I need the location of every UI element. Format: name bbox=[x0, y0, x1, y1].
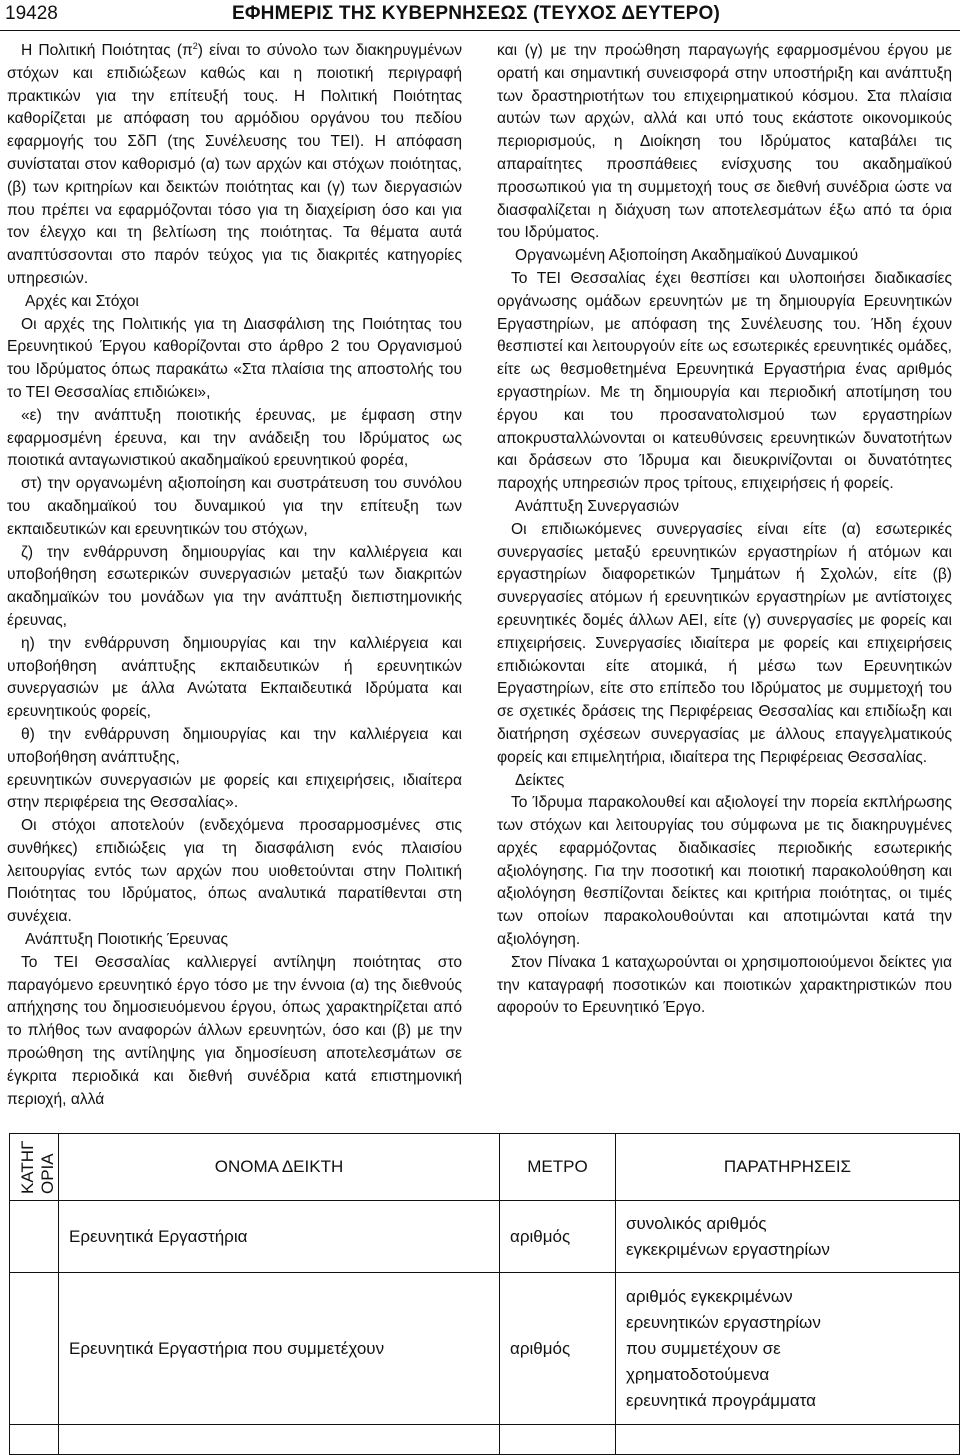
superscript: 2 bbox=[192, 40, 198, 51]
remarks-line: εγκεκριμένων εργαστηρίων bbox=[626, 1239, 830, 1259]
remarks-line: ερευνητικών εργαστηρίων bbox=[626, 1312, 821, 1332]
page-number: 19428 bbox=[5, 3, 58, 24]
right-column bbox=[497, 40, 952, 1020]
table-header-row bbox=[10, 1134, 960, 1201]
metric-cell: αριθμός bbox=[500, 1273, 616, 1425]
paragraph: και (γ) με την προώθηση παραγωγής εφαρμοσμένου έργου με ορατή και σημαντική συνεισφορά στην υποστήριξη και ανάπτυξη των δραστηριοτήτων του επιχειρηματικού κόσμου. Στα πλαίσια αυτών των αρχών, αλλά και υπό τους εκάστοτε οικονομικούς περιορισμούς, η Διοίκηση του Ιδρύματος καταβάλει τις απαραίτητες προσπάθειες ενίσχυσης του ακαδημαϊκού προσωπικού για τη συμμετοχή τους σε διεθνή συνέδρια ώστε να διασφαλίζεται η διάχυση των αποτελεσμάτων έξω από τα όρια του Ιδρύματος. bbox=[497, 42, 952, 242]
paragraph-quality-policy bbox=[7, 40, 462, 291]
header-rule bbox=[0, 30, 960, 31]
remarks-cell bbox=[616, 1201, 960, 1273]
category-cell bbox=[10, 1201, 59, 1273]
heading-principles: Αρχές και Στόχοι bbox=[25, 292, 139, 310]
table-row bbox=[10, 1201, 960, 1273]
heading-organized-utilization: Οργανωμένη Αξιοποίηση Ακαδημαϊκού Δυναμικού bbox=[515, 247, 859, 265]
category-header-line-2: ΟΡΙΑ bbox=[38, 1153, 57, 1194]
category-cell bbox=[10, 1425, 59, 1455]
category-header bbox=[10, 1134, 59, 1201]
remarks-cell bbox=[616, 1425, 960, 1455]
paragraph: ερευνητικών συνεργασιών με φορείς και επιχειρήσεις, ιδιαίτερα στην περιφέρεια της Θεσσαλίας». bbox=[7, 771, 462, 812]
indicator-name-header: ΟΝΟΜΑ ΔΕΙΚΤΗ bbox=[59, 1134, 500, 1201]
remarks-line: συνολικός αριθμός bbox=[626, 1213, 767, 1233]
paragraph: ζ) την ενθάρρυνση δημιουργίας και την καλλιέργεια και υποβοήθηση εσωτερικών συνεργασιών μεταξύ των διακριτών ακαδημαϊκών του μονάδων για την ανάπτυξη διεπιστημονικής έρευνας, bbox=[7, 543, 462, 629]
metric-cell bbox=[500, 1425, 616, 1455]
paragraph: Το ΤΕΙ Θεσσαλίας καλλιεργεί αντίληψη ποιότητας στο παραγόμενο ερευνητικό έργο τόσο με την έννοια (α) της διεθνούς απήχησης του δημοσιευόμενου έργου, όπως χαρακτηρίζεται από το πλήθος των αναφορών άλλων ερευνητών, όσο και (β) με την προώθηση της αντίληψης για δημοσίευση αποτελεσμάτων σε έγκριτα περιοδικά και διεθνή συνέδρια κατά επιστημονική περιοχή, αλλά bbox=[7, 953, 462, 1108]
gazette-title: ΕΦΗΜΕΡΙΣ ΤΗΣ ΚΥΒΕΡΝΗΣΕΩΣ (ΤΕΥΧΟΣ ΔΕΥΤΕΡΟ) bbox=[232, 3, 720, 24]
remarks-line: χρηματοδοτούμενα bbox=[626, 1364, 770, 1384]
paragraph: στ) την οργανωμένη αξιοποίηση και συστράτευση του συνόλου του ακαδημαϊκού του δυναμικού για την επίτευξη των εκπαιδευτικών και ερευνητικών του στόχων, bbox=[7, 475, 462, 538]
remarks-line: ερευνητικά προγράμματα bbox=[626, 1390, 816, 1410]
heading-indicators: Δείκτες bbox=[515, 771, 565, 789]
indicators-table bbox=[9, 1133, 960, 1455]
heading-collaborations: Ανάπτυξη Συνεργασιών bbox=[515, 497, 680, 515]
paragraph: Το ΤΕΙ Θεσσαλίας έχει θεσπίσει και υλοποιήσει διαδικασίες οργάνωσης ομάδων ερευνητών με τη δημιουργία Ερευνητικών Εργαστηρίων, με απόφαση της Συνέλευσης του. Ήδη έχουν θεσπιστεί και λειτουργούν είτε ως εσωτερικές ερευνητικές ομάδες, είτε ως θεσμοθετημένα Ερευνητικά Εργαστήρια ένας αριθμός εργαστηρίων. Με τη δημιουργία και περιοδική αποτίμηση του έργου και του προσανατολισμού των εργαστηρίων αποκρυσταλλώνονται οι κατευθύνσεις ερευνητικών δυνατοτήτων και δράσεων στο Ίδρυμα και διευκρινίζονται οι δυνατότητες παροχής υπηρεσιών προς τρίτους, επιχειρήσεις ή φορείς. bbox=[497, 269, 952, 493]
paragraph: Οι επιδιωκόμενες συνεργασίες είναι είτε (α) εσωτερικές συνεργασίες μεταξύ ερευνητικών εργαστηρίων ή ατόμων και εργαστηρίων διαφορετικών Τμημάτων ή Σχολών, είτε (β) συνεργασίες ατόμων ή ερευνητικών εργαστηρίων με αντίστοιχες ερευνητικές δομές άλλων ΑΕΙ, είτε (γ) συνεργασίες με φορείς και επιχειρήσεις. Συνεργασίες ιδιαίτερα με φορείς και επιχειρήσεις επιδιώκονται είτε ατομικά, ή μέσω των Ερευνητικών Εργαστηρίων, είτε στο επίπεδο του Ιδρύματος με συμμετοχή του σε σχετικές δράσεις της Περιφέρειας Θεσσαλίας και επιδίωξη και διατήρηση σχέσεων συνεργασίας με άλλους επαγγελματικούς φορείς και επιμελητήρια, ιδιαίτερα της Περιφέρειας Θεσσαλίας. bbox=[497, 520, 952, 766]
remarks-line: αριθμός εγκεκριμένων bbox=[626, 1286, 793, 1306]
indicator-name-cell bbox=[59, 1425, 500, 1455]
paragraph-text: Η Πολιτική Ποιότητας (π bbox=[21, 42, 193, 59]
heading-quality-research: Ανάπτυξη Ποιοτικής Έρευνας bbox=[25, 931, 229, 949]
left-column bbox=[7, 40, 462, 1111]
metric-header: ΜΕΤΡΟ bbox=[500, 1134, 616, 1201]
remarks-cell bbox=[616, 1273, 960, 1425]
category-header-line-1: ΚΑΤΗΓ bbox=[18, 1140, 37, 1194]
table-row bbox=[10, 1273, 960, 1425]
paragraph-text: ) είναι το σύνολο των διακηρυγμένων στόχων και επιδιώξεων καθώς και η ποιοτική περιγραφή πρακτικών για την επίτευξή τους. Η Πολιτική Ποιότητας καθορίζεται με απόφαση του αρμόδιου οργάνου του πεδίου εφαρμογής του ΣδΠ (της Συνέλευσης του ΤΕΙ). Η απόφαση συνίσταται στον καθορισμό (α) των αρχών και στόχων ποιότητας, (β) των κριτηρίων και δεικτών ποιότητας και (γ) των διεργασιών που πρέπει να εφαρμόζονται τόσο για τη διαχείριση όσο και για τον έλεγχο και τη βελτίωση της ποιότητας. Τα θέματα αυτά αναπτύσσονται στο παρόν τεύχος για τις διακριτές κατηγορίες υπηρεσιών. bbox=[7, 42, 462, 287]
paragraph: Οι στόχοι αποτελούν (ενδεχόμενα προσαρμοσμένες στις συνθήκες) επιδιώξεις για τη διασφάλιση ενός πλαισίου λειτουργίας εντός των αρχών που υιοθετούνται στην Πολιτική Ποιότητας του Ιδρύματος, όπως αναλυτικά παρατίθενται στη συνέχεια. bbox=[7, 817, 462, 926]
category-cell bbox=[10, 1273, 59, 1425]
indicator-name-cell: Ερευνητικά Εργαστήρια bbox=[59, 1201, 500, 1273]
paragraph: Οι αρχές της Πολιτικής για τη Διασφάλιση της Ποιότητας του Ερευνητικού Έργου καθορίζονται στο άρθρο 2 του Οργανισμού του Ιδρύματος όπως παρακάτω «Στα πλαίσια της αποστολής του το ΤΕΙ Θεσσαλίας επιδιώκει», bbox=[7, 315, 462, 401]
paragraph: Το Ίδρυμα παρακολουθεί και αξιολογεί την πορεία εκπλήρωσης των στόχων και λειτουργίας του σύμφωνα με τις διακηρυγμένες αρχές εφαρμόζοντας διαδικασίες περιοδικής εσωτερικής αξιολόγησης. Για την ποσοτική και ποιοτική παρακολούθηση και αξιολόγηση θεσπίζονται δείκτες και κριτήρια ποιότητας, οι τιμές των οποίων παρακολουθούνται και αποτιμώνται κατά την αξιολόγηση. bbox=[497, 794, 952, 949]
page-header bbox=[0, 0, 960, 30]
paragraph: θ) την ενθάρρυνση δημιουργίας και την καλλιέργεια και υποβοήθηση ανάπτυξης, bbox=[7, 725, 462, 766]
indicator-name-cell: Ερευνητικά Εργαστήρια που συμμετέχουν bbox=[59, 1273, 500, 1425]
metric-cell: αριθμός bbox=[500, 1201, 616, 1273]
paragraph: η) την ενθάρρυνση δημιουργίας και την καλλιέργεια και υποβοήθηση ανάπτυξης εκπαιδευτικών ή ερευνητικών συνεργασιών με άλλα Ανώτατα Εκπαιδευτικά Ιδρύματα και ερευνητικούς φορείς, bbox=[7, 634, 462, 721]
table-row bbox=[10, 1425, 960, 1455]
paragraph: «ε) την ανάπτυξη ποιοτικής έρευνας, με έμφαση στην εφαρμοσμένη έρευνα, και την ανάδειξη του Ιδρύματος ως ποιοτικά ανταγωνιστικού ακαδημαϊκού ερευνητικού φορέα, bbox=[7, 406, 462, 470]
remarks-header: ΠΑΡΑΤΗΡΗΣΕΙΣ bbox=[616, 1134, 960, 1201]
paragraph: Στον Πίνακα 1 καταχωρούνται οι χρησιμοποιούμενοι δείκτες για την καταγραφή ποσοτικών και ποιοτικών χαρακτηριστικών που αφορούν το Ερευνητικό Έργο. bbox=[497, 953, 952, 1017]
remarks-line: που συμμετέχουν σε bbox=[626, 1338, 781, 1358]
